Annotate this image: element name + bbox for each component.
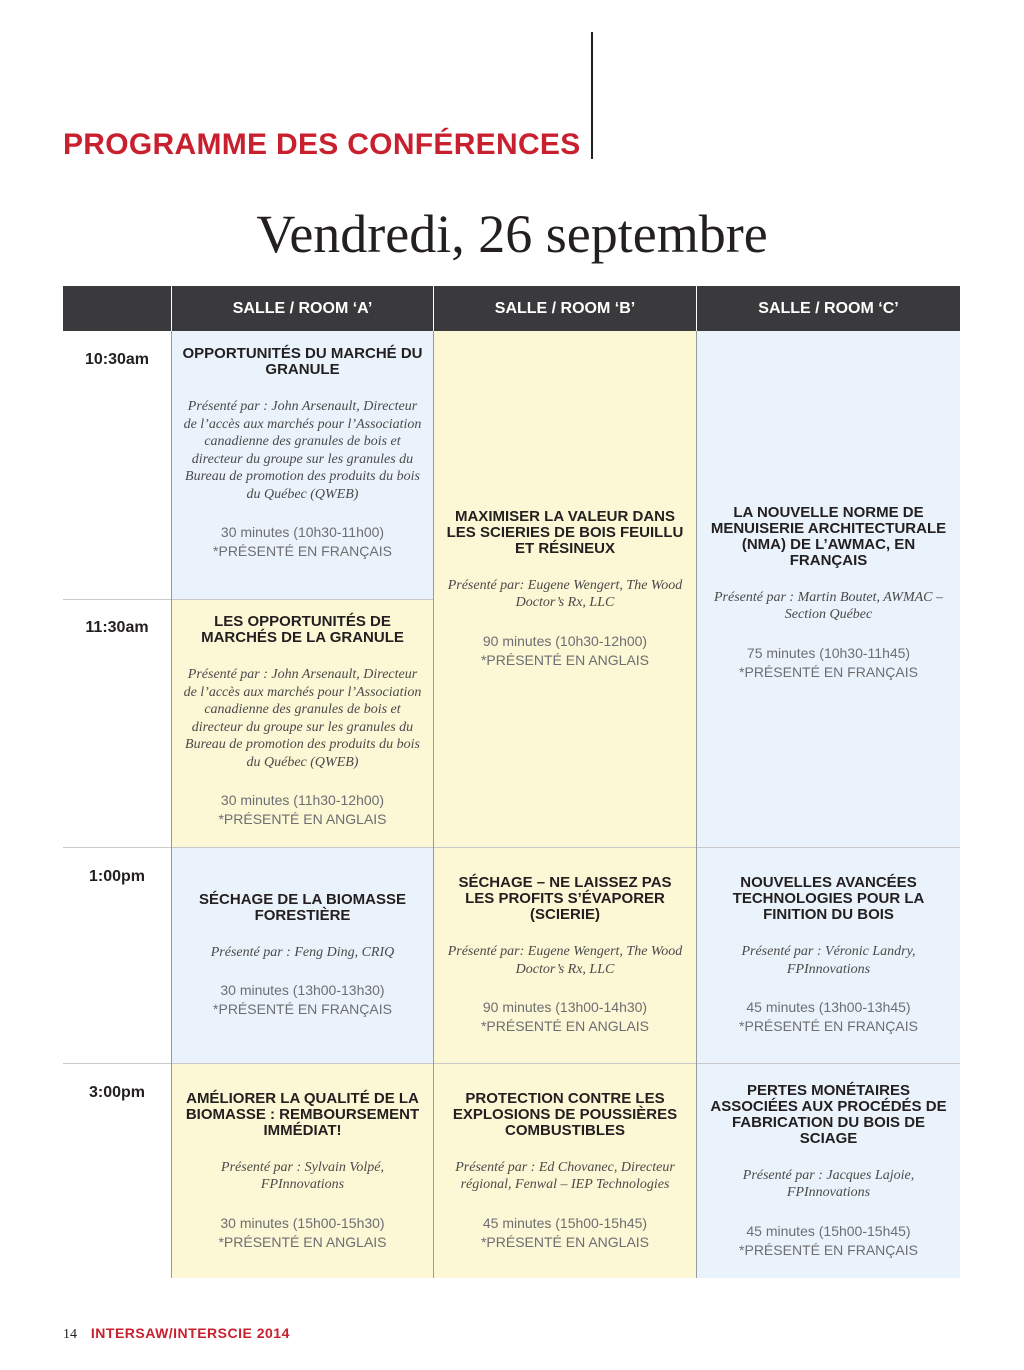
column-divider xyxy=(171,331,172,1278)
session-title: PROTECTION CONTRE LES EXPLOSIONS DE POUSSIÈRES COMBUSTIBLES xyxy=(452,1089,678,1139)
session-language: *PRÉSENTÉ EN ANGLAIS xyxy=(480,651,650,668)
row-divider xyxy=(63,599,434,600)
session-presenter: Présenté par : John Arsenault, Directeur de l’accès aux marchés pour l’Association canadienne des granules de bois et directeur du groupe sur les granules du Bureau de promotion des produits du bois du Québec (QWEB) xyxy=(183,667,422,770)
session-title: NOUVELLES AVANCÉES TECHNOLOGIES POUR LA FINITION DU BOIS xyxy=(732,874,925,923)
session-c-1300 xyxy=(697,848,960,1063)
session-title: SÉCHAGE DE LA BIOMASSE FORESTIÈRE xyxy=(199,890,406,924)
session-duration: 45 minutes (13h00-13h45) xyxy=(746,999,911,1015)
session-duration: 45 minutes (15h00-15h45) xyxy=(746,1222,911,1239)
session-a-1300 xyxy=(172,848,433,1063)
session-title: LA NOUVELLE NORME DE MENUISERIE ARCHITECTURALE (NMA) DE L’AWMAC, EN FRANÇAIS xyxy=(710,503,947,569)
session-title: OPPORTUNITÉS DU MARCHÉ DU GRANULE xyxy=(182,345,423,378)
section-title: PROGRAMME DES CONFÉRENCES xyxy=(63,128,581,161)
header-corner-cell xyxy=(63,286,171,331)
session-presenter: Présenté par : Véronic Landry, FPInnovations xyxy=(741,944,916,977)
session-b-1030 xyxy=(434,331,696,847)
session-title: AMÉLIORER LA QUALITÉ DE LA BIOMASSE : REMBOURSEMENT IMMÉDIAT! xyxy=(185,1089,420,1139)
row-divider xyxy=(63,1063,960,1064)
room-a-header: SALLE / ROOM ‘A’ xyxy=(172,286,433,331)
session-language: *PRÉSENTÉ EN ANGLAIS xyxy=(480,1233,650,1250)
session-presenter: Présenté par : Feng Ding, CRIQ xyxy=(210,944,395,960)
page-number: 14 xyxy=(63,1327,77,1342)
session-presenter: Présenté par: Eugene Wengert, The Wood Doctor’s Rx, LLC xyxy=(447,944,683,977)
session-a-1500 xyxy=(172,1064,433,1278)
session-presenter: Présenté par : Jacques Lajoie, FPInnovations xyxy=(742,1167,915,1200)
session-duration: 90 minutes (10h30-12h00) xyxy=(482,632,648,649)
time-label-1130: 11:30am xyxy=(85,619,149,636)
session-language: *PRÉSENTÉ EN FRANÇAIS xyxy=(213,1001,392,1018)
session-language: *PRÉSENTÉ EN ANGLAIS xyxy=(480,1018,650,1034)
time-label-1300: 1:00pm xyxy=(88,868,146,885)
header-divider-line xyxy=(591,32,593,159)
session-a-1030 xyxy=(172,331,433,599)
session-duration: 30 minutes (13h00-13h30) xyxy=(220,982,385,999)
schedule-table xyxy=(63,286,960,1278)
session-presenter: Présenté par : Sylvain Volpé, FPInnovations xyxy=(221,1159,384,1192)
room-b-header: SALLE / ROOM ‘B’ xyxy=(434,286,696,331)
session-c-1030 xyxy=(697,331,960,847)
column-divider xyxy=(696,331,697,1278)
session-duration: 30 minutes (11h30-12h00) xyxy=(220,792,385,808)
day-title: Vendredi, 26 septembre xyxy=(256,204,768,264)
session-title: PERTES MONÉTAIRES ASSOCIÉES AUX PROCÉDÉS DE FABRICATION DU BOIS DE SCIAGE xyxy=(710,1081,947,1147)
session-language: *PRÉSENTÉ EN FRANÇAIS xyxy=(739,663,918,680)
session-b-1500 xyxy=(434,1064,696,1278)
room-c-header: SALLE / ROOM ‘C’ xyxy=(697,286,960,331)
session-duration: 30 minutes (15h00-15h30) xyxy=(220,1214,385,1231)
session-language: *PRÉSENTÉ EN FRANÇAIS xyxy=(739,1018,918,1034)
session-title: LES OPPORTUNITÉS DE MARCHÉS DE LA GRANULE xyxy=(201,613,404,646)
session-presenter: Présenté par : Ed Chovanec, Directeur régional, Fenwal – IEP Technologies xyxy=(455,1159,675,1192)
session-duration: 45 minutes (15h00-15h45) xyxy=(482,1214,648,1231)
session-presenter: Présenté par: Eugene Wengert, The Wood Doctor’s Rx, LLC xyxy=(447,577,683,610)
session-c-1500 xyxy=(697,1064,960,1278)
session-language: *PRÉSENTÉ EN FRANÇAIS xyxy=(739,1241,918,1258)
session-title: SÉCHAGE – NE LAISSEZ PAS LES PROFITS S’ÉVAPORER (SCIERIE) xyxy=(458,874,672,923)
session-a-1130 xyxy=(172,600,433,847)
session-duration: 90 minutes (13h00-14h30) xyxy=(482,999,648,1015)
time-label-1030: 10:30am xyxy=(84,351,150,368)
session-presenter: Présenté par : Martin Boutet, AWMAC – Section Québec xyxy=(713,589,944,622)
column-divider xyxy=(433,331,434,1278)
session-b-1300 xyxy=(434,848,696,1063)
session-language: *PRÉSENTÉ EN FRANÇAIS xyxy=(213,543,392,559)
session-duration: 30 minutes (10h30-11h00) xyxy=(220,524,385,540)
page-footer xyxy=(63,1325,290,1343)
session-duration: 75 minutes (10h30-11h45) xyxy=(746,644,911,661)
publication-name: INTERSAW/INTERSCIE 2014 xyxy=(90,1325,290,1341)
time-label-1500: 3:00pm xyxy=(88,1084,146,1101)
session-title: MAXIMISER LA VALEUR DANS LES SCIERIES DE BOIS FEUILLU ET RÉSINEUX xyxy=(446,507,684,557)
session-language: *PRÉSENTÉ EN ANGLAIS xyxy=(218,1233,387,1250)
session-language: *PRÉSENTÉ EN ANGLAIS xyxy=(218,811,387,827)
row-divider xyxy=(63,847,960,848)
session-presenter: Présenté par : John Arsenault, Directeur de l’accès aux marchés pour l’Association canadienne des granules de bois et directeur du groupe sur les granules du Bureau de promotion des produits du bois du Québec (QWEB) xyxy=(183,399,422,502)
